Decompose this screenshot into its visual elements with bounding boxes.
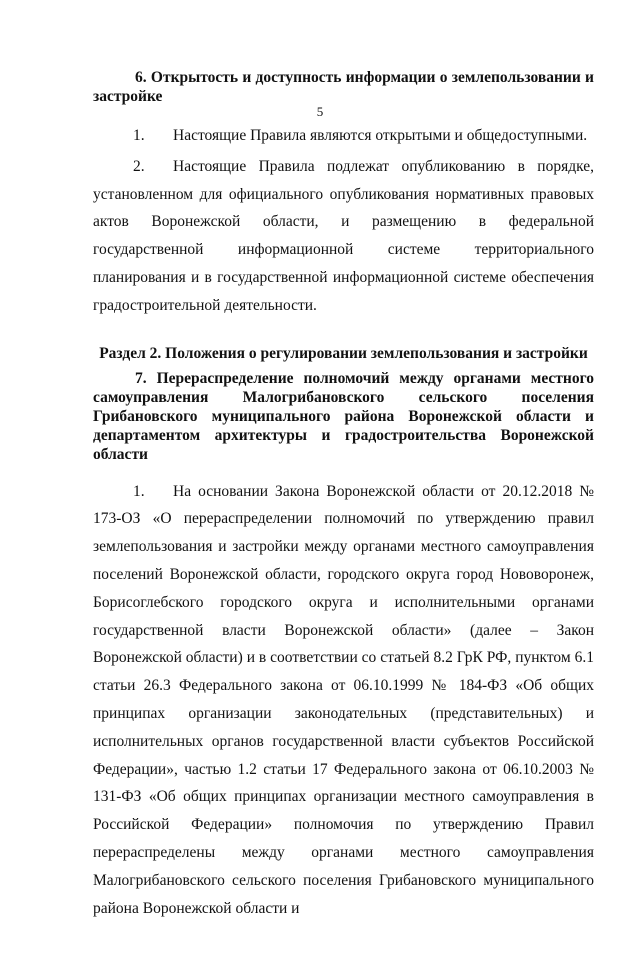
page-number: 5: [316, 104, 324, 119]
item-text: Настоящие Правила являются открытыми и общедоступными.: [173, 127, 588, 144]
item-text: Настоящие Правила подлежат опубликованию в порядке, установленном для официального опубликования нормативных правовых актов Воронежской области, и размещению в федеральной государственной информационной системе территориального планирования и в государственной информационной системе обеспечения градостроительной деятельности.: [93, 157, 594, 314]
item-number: 2.: [133, 157, 145, 175]
section-7-item-1: [93, 478, 594, 923]
item-text: На основании Закона Воронежской области от 20.12.2018 № 173-ОЗ «О перераспределении полномочий по утверждению правил землепользования и застройки между органами местного самоуправления поселений Воронежской области, городского округа город Нововоронеж, Борисоглебского городского округа и исполнительными органами государственной власти Воронежской области» (далее – Закон Воронежской области) и в соответствии со статьей 8.2 ГрК РФ, пунктом 6.1 статьи 26.3 Федерального закона от 06.10.1999 № 184-ФЗ «Об общих принципах организации законодательных (представительных) и исполнительных органов государственной власти субъектов Российской Федерации», частью 1.2 статьи 17 Федерального закона от 06.10.2003 № 131-ФЗ «Об общих принципах организации местного самоуправления в Российской Федерации» полномочия по утверждению Правил перераспределены между органами местного самоуправления Малогрибановского сельского поселения Грибановского муниципального района Воронежской области и: [93, 482, 594, 917]
part-2-title: Раздел 2. Положения о регулировании землепользования и застройки: [99, 344, 588, 362]
section-7-heading: 7. Перераспределение полномочий между органами местного самоуправления Малогрибановского сельского поселения Грибановского муниципального района Воронежской области и департаментом архитектуры и градостроительства Воронежской области: [93, 369, 594, 463]
item-number: 1.: [133, 482, 145, 500]
document-page: [0, 68, 640, 973]
section-6-item-2: [93, 153, 594, 320]
section-6-item-1: [93, 122, 594, 150]
item-number: 1.: [133, 127, 145, 144]
section-6-heading: 6. Открытость и доступность информации о землепользовании и застройке: [93, 69, 594, 105]
